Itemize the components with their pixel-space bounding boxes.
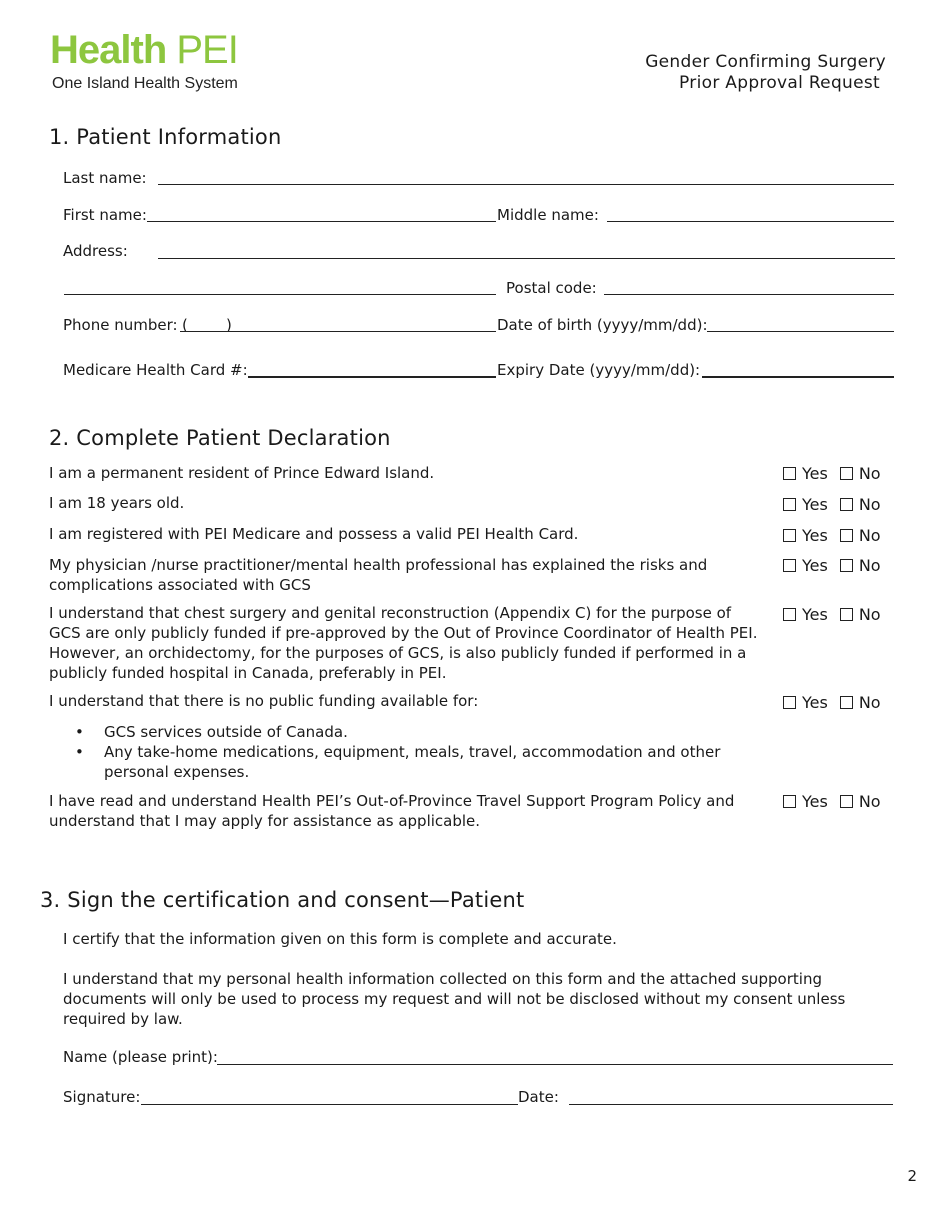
document-title (645, 52, 886, 94)
last-name-field[interactable] (158, 184, 894, 185)
yes-no-checkboxes (783, 556, 881, 575)
list-item: • Any take-home medications, equipment, meals, travel, accommodation and other personal expenses. (75, 743, 721, 781)
expiry-date-field[interactable] (702, 376, 894, 378)
yes-option[interactable]: Yes (783, 464, 828, 483)
yes-no-checkboxes (783, 464, 881, 483)
declaration-text: I understand that there is no public funding available for: (49, 692, 479, 710)
checkbox-icon[interactable] (783, 696, 796, 709)
middle-name-label: Middle name: (497, 206, 599, 224)
yes-no-checkboxes (783, 495, 881, 514)
checkbox-icon[interactable] (783, 529, 796, 542)
middle-name-field[interactable] (607, 221, 894, 222)
medicare-card-label: Medicare Health Card #: (63, 361, 248, 379)
first-name-label: First name: (63, 206, 147, 224)
no-option[interactable]: No (840, 495, 881, 514)
certification-text: I certify that the information given on this form is complete and accurate. (63, 930, 617, 948)
last-name-label: Last name: (63, 169, 147, 187)
name-print-field[interactable] (217, 1064, 893, 1065)
no-option[interactable]: No (840, 605, 881, 624)
checkbox-icon[interactable] (783, 467, 796, 480)
signature-field[interactable] (141, 1104, 518, 1105)
yes-option[interactable]: Yes (783, 556, 828, 575)
phone-number-field[interactable] (180, 331, 496, 332)
no-option[interactable]: No (840, 556, 881, 575)
address-field[interactable] (158, 258, 895, 259)
logo-tagline: One Island Health System (52, 75, 238, 92)
declaration-text: My physician /nurse practitioner/mental health professional has explained the risks and complications associated with GCS (49, 556, 708, 594)
address-line-2-field[interactable] (64, 294, 496, 295)
no-option[interactable]: No (840, 464, 881, 483)
yes-no-checkboxes (783, 605, 881, 624)
yes-option[interactable]: Yes (783, 792, 828, 811)
section-3-title: 3. Sign the certification and consent—Patient (40, 888, 525, 912)
declaration-text: I am registered with PEI Medicare and possess a valid PEI Health Card. (49, 525, 579, 543)
checkbox-icon[interactable] (840, 467, 853, 480)
yes-option[interactable]: Yes (783, 526, 828, 545)
medicare-card-field[interactable] (248, 376, 496, 378)
checkbox-icon[interactable] (840, 608, 853, 621)
expiry-date-label: Expiry Date (yyyy/mm/dd): (497, 361, 701, 379)
declaration-text: I am 18 years old. (49, 494, 185, 512)
yes-option[interactable]: Yes (783, 605, 828, 624)
yes-no-checkboxes (783, 526, 881, 545)
postal-code-label: Postal code: (506, 279, 597, 297)
bullet-icon: • (75, 743, 84, 761)
no-option[interactable]: No (840, 792, 881, 811)
date-field[interactable] (569, 1104, 893, 1105)
name-print-label: Name (please print): (63, 1048, 218, 1066)
address-label: Address: (63, 242, 128, 260)
date-label: Date: (518, 1088, 559, 1106)
checkbox-icon[interactable] (840, 795, 853, 808)
yes-no-checkboxes (783, 693, 881, 712)
checkbox-icon[interactable] (783, 559, 796, 572)
checkbox-icon[interactable] (840, 529, 853, 542)
date-of-birth-field[interactable] (707, 331, 894, 332)
yes-option[interactable]: Yes (783, 693, 828, 712)
page-number: 2 (907, 1167, 917, 1185)
bullet-icon: • (75, 723, 84, 741)
date-of-birth-label: Date of birth (yyyy/mm/dd): (497, 316, 708, 334)
document-title-line1: Gender Confirming Surgery (645, 52, 886, 72)
checkbox-icon[interactable] (840, 498, 853, 511)
checkbox-icon[interactable] (783, 498, 796, 511)
no-option[interactable]: No (840, 693, 881, 712)
checkbox-icon[interactable] (840, 696, 853, 709)
phone-area-code: ( ) (182, 316, 232, 334)
signature-label: Signature: (63, 1088, 141, 1106)
postal-code-field[interactable] (604, 294, 894, 295)
checkbox-icon[interactable] (840, 559, 853, 572)
yes-option[interactable]: Yes (783, 495, 828, 514)
declaration-text: I am a permanent resident of Prince Edward Island. (49, 464, 435, 482)
checkbox-icon[interactable] (783, 795, 796, 808)
first-name-field[interactable] (147, 221, 496, 222)
declaration-text: I have read and understand Health PEI’s Out-of-Province Travel Support Program Policy and understand that I may apply for assistance as applicable. (49, 792, 735, 830)
section-2-title: 2. Complete Patient Declaration (49, 426, 391, 450)
phone-number-label: Phone number: (63, 316, 178, 334)
document-title-line2: Prior Approval Request (679, 73, 880, 93)
declaration-text: I understand that chest surgery and genital reconstruction (Appendix C) for the purpose of GCS are only publicly funded if pre-approved by the Out of Province Coordinator of Health PEI. However, an orchidectomy, for the purposes of GCS, is also publicly funded if performed in a publicly funded hospital in Canada, preferably in PEI. (49, 604, 758, 682)
health-pei-logo: Health PEI (50, 28, 238, 72)
section-1-title: 1. Patient Information (49, 125, 282, 149)
funding-exclusions-list (75, 722, 755, 782)
yes-no-checkboxes (783, 792, 881, 811)
consent-text: I understand that my personal health information collected on this form and the attached supporting documents will only be used to process my request and will not be disclosed without my consent unless required by law. (63, 970, 846, 1028)
checkbox-icon[interactable] (783, 608, 796, 621)
list-item: • GCS services outside of Canada. (75, 723, 348, 741)
no-option[interactable]: No (840, 526, 881, 545)
